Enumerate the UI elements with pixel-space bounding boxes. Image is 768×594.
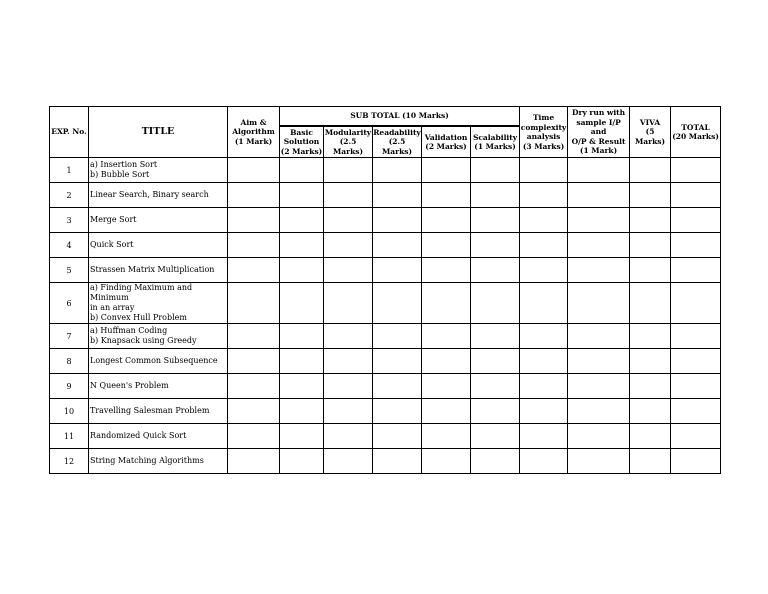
experiment-title-text: a) Finding Maximum and Minimum in an array b) Convex Hull Problem (90, 283, 193, 322)
experiment-title-text: Linear Search, Binary search (90, 190, 209, 199)
marks-cell (630, 424, 671, 449)
marks-cell (671, 424, 721, 449)
experiment-title-text: N Queen's Problem (90, 381, 169, 390)
marks-cell (280, 158, 324, 183)
experiment-title (89, 183, 228, 208)
marks-cell (630, 208, 671, 233)
marks-cell (228, 324, 280, 349)
marks-cell (422, 349, 471, 374)
marks-cell (520, 324, 568, 349)
header-dryrun: Dry run with sample I/P and O/P & Result (1 Mark) (568, 107, 630, 158)
table-row (50, 183, 721, 208)
table-row (50, 233, 721, 258)
marks-cell (422, 283, 471, 324)
marks-cell (228, 449, 280, 474)
exp-number: 9 (50, 374, 89, 399)
exp-number: 5 (50, 258, 89, 283)
experiment-title (89, 324, 228, 349)
marks-cell (373, 374, 422, 399)
marks-cell (373, 258, 422, 283)
marks-cell (280, 258, 324, 283)
marks-cell (471, 258, 520, 283)
marks-cell (228, 424, 280, 449)
experiment-title-text: Randomized Quick Sort (90, 431, 187, 440)
marks-cell (471, 208, 520, 233)
marks-cell (373, 233, 422, 258)
experiment-title-text: Quick Sort (90, 240, 134, 249)
marks-cell (228, 283, 280, 324)
experiment-title-text: Longest Common Subsequence (90, 356, 218, 365)
marks-cell (671, 449, 721, 474)
marks-cell (630, 449, 671, 474)
marks-cell (280, 424, 324, 449)
header-time: Time complexity analysis (3 Marks) (520, 107, 568, 158)
marks-cell (471, 374, 520, 399)
header-basic: Basic Solution (2 Marks) (280, 127, 323, 156)
marks-cell (422, 324, 471, 349)
experiment-title-text: Strassen Matrix Multiplication (90, 265, 215, 274)
experiment-title (89, 349, 228, 374)
marks-cell (520, 233, 568, 258)
marks-cell (471, 399, 520, 424)
marks-cell (228, 233, 280, 258)
marks-cell (671, 258, 721, 283)
exp-number: 12 (50, 449, 89, 474)
marks-cell (422, 258, 471, 283)
marks-cell (471, 158, 520, 183)
marks-cell (324, 233, 373, 258)
exp-number: 11 (50, 424, 89, 449)
header-aim: Aim & Algorithm (1 Mark) (228, 107, 280, 158)
header-title: TITLE (89, 107, 228, 158)
experiment-title-text: Merge Sort (90, 215, 137, 224)
experiment-title (89, 283, 228, 324)
marks-cell (228, 183, 280, 208)
experiment-title (89, 399, 228, 424)
marks-cell (280, 374, 324, 399)
marks-cell (324, 374, 373, 399)
marks-cell (568, 449, 630, 474)
marks-cell (630, 283, 671, 324)
marks-cell (373, 283, 422, 324)
experiment-title (89, 374, 228, 399)
marks-cell (671, 283, 721, 324)
table-row (50, 208, 721, 233)
table-row (50, 374, 721, 399)
marks-cell (520, 449, 568, 474)
table-header (50, 107, 721, 158)
marks-cell (520, 258, 568, 283)
exp-number: 3 (50, 208, 89, 233)
marks-cell (520, 399, 568, 424)
marks-cell (324, 283, 373, 324)
marks-cell (568, 208, 630, 233)
marks-cell (671, 399, 721, 424)
marks-cell (671, 349, 721, 374)
marks-cell (422, 374, 471, 399)
marks-cell (422, 208, 471, 233)
marks-cell (671, 233, 721, 258)
experiment-title (89, 158, 228, 183)
marks-cell (324, 449, 373, 474)
marks-cell (568, 158, 630, 183)
marks-cell (324, 424, 373, 449)
marks-cell (280, 399, 324, 424)
marks-cell (630, 183, 671, 208)
marks-cell (471, 349, 520, 374)
table-row (50, 424, 721, 449)
marks-cell (630, 349, 671, 374)
marks-cell (520, 183, 568, 208)
marks-cell (373, 208, 422, 233)
marks-cell (280, 233, 324, 258)
marks-cell (520, 349, 568, 374)
header-scalability: Scalability (1 Marks) (471, 126, 520, 158)
marks-cell (520, 374, 568, 399)
marks-cell (568, 424, 630, 449)
marks-cell (324, 183, 373, 208)
marks-cell (228, 158, 280, 183)
experiment-title (89, 233, 228, 258)
table-row (50, 258, 721, 283)
marks-cell (228, 349, 280, 374)
marks-cell (373, 158, 422, 183)
marks-cell (471, 233, 520, 258)
marks-cell (520, 158, 568, 183)
exp-number: 4 (50, 233, 89, 258)
experiment-title (89, 208, 228, 233)
marks-cell (630, 258, 671, 283)
marks-cell (471, 183, 520, 208)
marks-cell (520, 424, 568, 449)
marks-cell (373, 424, 422, 449)
table-row (50, 324, 721, 349)
table-row (50, 349, 721, 374)
exp-number: 6 (50, 283, 89, 324)
marks-cell (568, 258, 630, 283)
marks-cell (324, 324, 373, 349)
marks-cell (471, 424, 520, 449)
exp-number: 8 (50, 349, 89, 374)
marks-cell (422, 449, 471, 474)
marks-cell (280, 183, 324, 208)
marks-cell (630, 399, 671, 424)
header-total: TOTAL (20 Marks) (671, 107, 721, 158)
experiment-title-text: String Matching Algorithms (90, 456, 204, 465)
header-exp-no: EXP. No. (50, 107, 89, 158)
marks-cell (671, 324, 721, 349)
exp-number: 10 (50, 399, 89, 424)
marks-cell (280, 349, 324, 374)
marks-cell (630, 374, 671, 399)
marks-cell (471, 449, 520, 474)
experiment-title-text: a) Insertion Sort b) Bubble Sort (90, 160, 158, 179)
marks-cell (373, 324, 422, 349)
marks-cell (422, 158, 471, 183)
marks-cell (568, 283, 630, 324)
marks-cell (324, 258, 373, 283)
marks-cell (422, 424, 471, 449)
marks-cell (422, 183, 471, 208)
marks-cell (324, 399, 373, 424)
marks-cell (671, 158, 721, 183)
marks-cell (373, 183, 422, 208)
marks-cell (373, 399, 422, 424)
marks-cell (228, 208, 280, 233)
experiment-title-text: a) Huffman Coding b) Knapsack using Greedy (90, 326, 197, 345)
exp-number: 2 (50, 183, 89, 208)
marks-cell (520, 283, 568, 324)
marks-cell (228, 374, 280, 399)
experiment-title (89, 258, 228, 283)
marks-cell (520, 208, 568, 233)
marks-cell (324, 158, 373, 183)
marks-cell (568, 183, 630, 208)
marks-cell (280, 324, 324, 349)
marks-cell (280, 449, 324, 474)
marks-cell (630, 324, 671, 349)
experiment-title-text: Travelling Salesman Problem (90, 406, 210, 415)
marks-cell (471, 283, 520, 324)
table-row (50, 449, 721, 474)
marks-cell (280, 283, 324, 324)
exp-number: 1 (50, 158, 89, 183)
marks-cell (568, 233, 630, 258)
experiment-title (89, 449, 228, 474)
table-row (50, 283, 721, 324)
marks-cell (422, 399, 471, 424)
header-readability: Readability (2.5 Marks) (373, 127, 421, 156)
exp-number: 7 (50, 324, 89, 349)
marks-cell (568, 349, 630, 374)
marks-cell (228, 258, 280, 283)
marks-cell (568, 374, 630, 399)
marks-cell (422, 233, 471, 258)
marks-cell (228, 399, 280, 424)
header-modularity: Modularity (2.5 Marks) (324, 127, 372, 156)
marks-cell (373, 349, 422, 374)
table-row (50, 399, 721, 424)
header-validation: Validation (2 Marks) (422, 126, 471, 158)
marks-cell (671, 183, 721, 208)
marks-cell (671, 374, 721, 399)
marks-cell (630, 158, 671, 183)
marks-table (49, 106, 721, 474)
experiment-title (89, 424, 228, 449)
table-body (50, 158, 721, 474)
table-row (50, 158, 721, 183)
marks-cell (568, 399, 630, 424)
marks-cell (280, 208, 324, 233)
header-viva: VIVA (5 Marks) (630, 107, 671, 158)
header-subtotal: SUB TOTAL (10 Marks) (280, 107, 520, 127)
marks-cell (630, 233, 671, 258)
marks-cell (324, 349, 373, 374)
marks-cell (671, 208, 721, 233)
marks-cell (324, 208, 373, 233)
marks-cell (568, 324, 630, 349)
marks-cell (373, 449, 422, 474)
marks-cell (471, 324, 520, 349)
